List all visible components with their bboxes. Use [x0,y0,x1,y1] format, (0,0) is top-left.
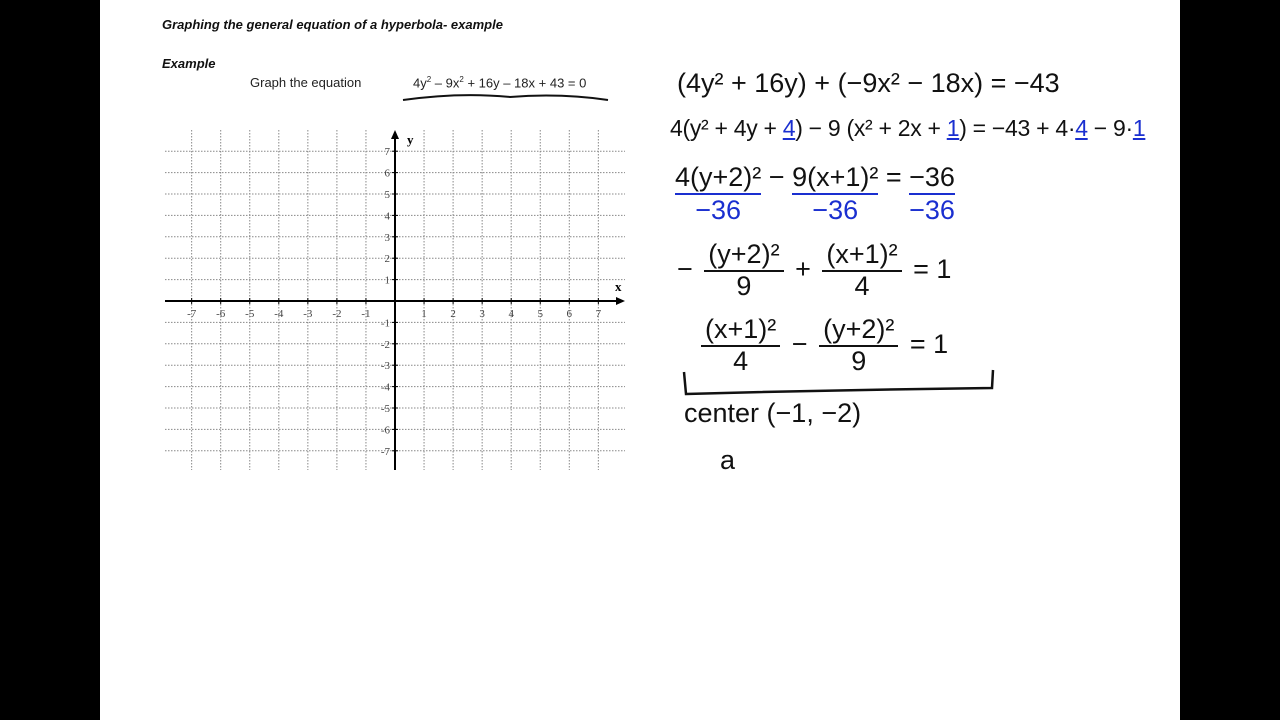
hw-op: = [878,162,910,192]
hw-part-blue: 4 [782,115,796,141]
x-tick-label: 7 [595,308,602,320]
x-tick-label: -2 [332,308,342,320]
hw-part-blue: 1 [946,115,960,141]
x-tick-label: -1 [361,308,371,320]
hw-denominator: 4 [733,345,749,376]
hw-line-4 [677,240,951,301]
x-tick-label: 1 [421,308,427,320]
eq-part: 4y [413,75,427,91]
y-tick-label: -1 [380,317,390,330]
hw-line-2 [670,115,1145,142]
coordinate-grid [160,120,640,480]
y-axis-arrow-icon [391,130,399,139]
y-tick-label: 7 [384,146,390,159]
hw-part: ) − 9 (x² + 2x + [795,115,947,141]
y-tick-label: 3 [384,231,390,244]
hw-fraction [822,240,901,301]
x-tick-label: -4 [274,308,284,320]
x-tick-label: 3 [479,308,485,320]
hw-line-1: (4y² + 16y) + (−9x² − 18x) = −43 [677,68,1060,98]
y-tick-label: 5 [384,189,390,201]
hw-term: −36 [909,162,955,192]
y-tick-label: -3 [380,360,390,373]
eq-part: + 16y – 18x + 43 = 0 [463,75,587,91]
hw-denominator: −36 [909,195,955,225]
hw-numerator: (y+2)² [819,315,898,347]
x-tick-label: -5 [245,308,255,320]
x-tick-label: -6 [216,308,226,320]
x-tick-label: -7 [187,308,197,320]
hw-term: 4(y+2)² [675,162,762,192]
hw-term: 9(x+1)² [792,162,879,192]
x-tick-label: 5 [537,308,543,320]
x-axis-label: x [615,279,622,294]
y-axis-label: y [407,132,414,147]
hw-part: ) = −43 + 4· [959,115,1076,141]
example-label: Example [162,56,216,71]
document-page [100,0,1180,720]
hw-line-3 [675,162,955,226]
hw-op: + [795,253,811,284]
y-tick-label: -2 [380,338,390,351]
y-tick-label: 4 [384,210,390,223]
hw-denominator: 9 [736,270,752,301]
hw-numerator: (x+1)² [701,315,780,347]
x-tick-label: 4 [508,308,514,320]
hw-part-blue: 1 [1132,115,1146,141]
hw-denominator: −36 [675,193,761,226]
x-tick-label: -3 [303,308,313,320]
y-tick-label: -5 [380,403,390,415]
hw-center: center (−1, −2) [684,398,862,428]
hw-part-blue: 4 [1075,115,1088,141]
x-axis-arrow-icon [616,297,625,305]
hw-numerator: (x+1)² [822,240,901,272]
eq-exp: 2 [426,75,432,84]
hw-op: − [677,253,693,284]
hw-op: = 1 [909,328,949,359]
hw-fraction [704,240,783,301]
y-tick-label: 6 [384,167,390,180]
hw-part: 4(y² + 4y + [670,115,783,141]
hw-op: = 1 [913,253,952,284]
eq-exp: 2 [459,75,464,84]
prompt-text: Graph the equation [250,75,362,90]
y-tick-label: -6 [380,424,390,437]
y-tick-label: -4 [380,381,390,394]
x-tick-label: 2 [450,308,456,320]
hw-denominator: 9 [851,345,867,376]
x-tick-label: 6 [566,308,573,320]
hw-bracket [680,368,1000,400]
equation-underline [400,90,615,104]
y-tick-label: -7 [380,445,390,458]
hw-denominator: 4 [854,270,870,301]
hw-part: − 9· [1087,115,1133,141]
hw-a: a [720,445,736,475]
y-tick-label: 1 [384,274,390,287]
page-title: Graphing the general equation of a hyperbola- example [162,17,503,32]
equation-text [413,75,586,90]
eq-part: – 9x [431,75,460,91]
y-tick-label: 2 [384,253,390,266]
hw-op: − [761,162,793,192]
hw-op: − [791,328,808,359]
hw-numerator: (y+2)² [704,240,783,272]
hw-denominator: −36 [792,193,878,226]
